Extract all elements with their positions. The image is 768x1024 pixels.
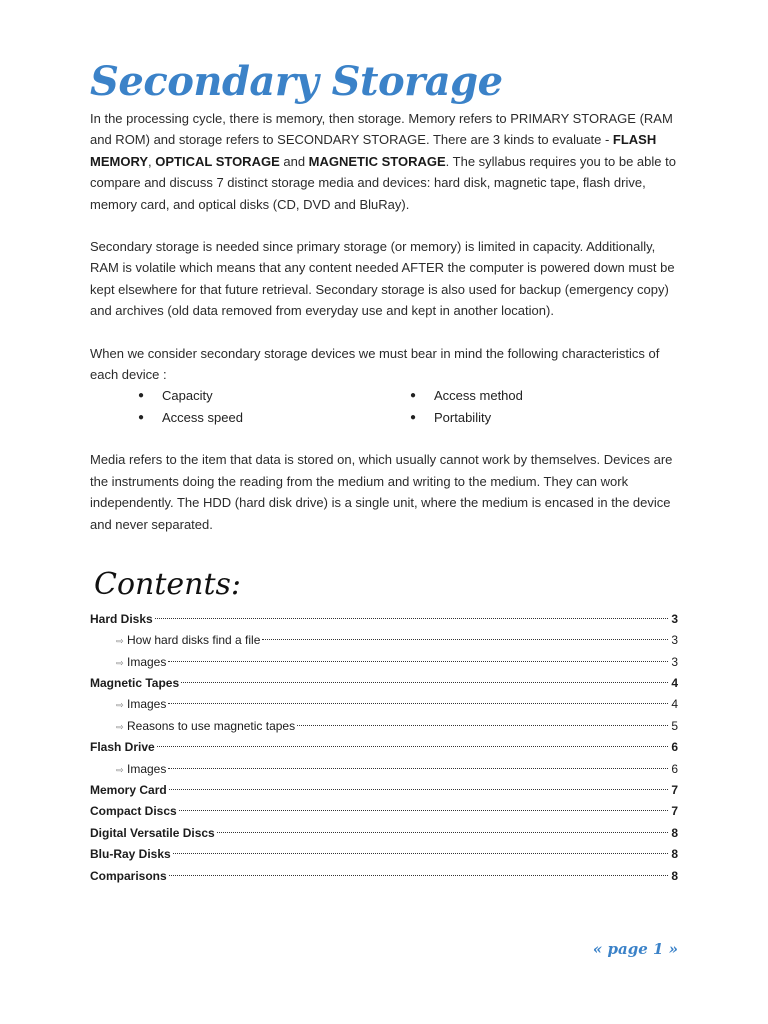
arrow-icon: ⇨ xyxy=(116,764,124,775)
toc-label: How hard disks find a file xyxy=(127,633,261,648)
bullet-label: Capacity xyxy=(162,388,213,404)
toc-label: Images xyxy=(127,697,167,712)
toc-leader xyxy=(168,703,668,704)
bullet-label: Access method xyxy=(434,388,523,404)
toc-page-number: 7 xyxy=(671,804,678,819)
magnetic-storage-term: MAGNETIC STORAGE xyxy=(308,153,446,169)
toc-label: Images xyxy=(127,761,167,776)
toc-leader xyxy=(173,853,668,854)
toc-entry-compact-discs[interactable] xyxy=(90,801,678,822)
toc-entry-memory-card[interactable] xyxy=(90,780,678,801)
toc-page-number: 6 xyxy=(671,761,678,776)
arrow-icon: ⇨ xyxy=(116,636,124,647)
toc-entry-images[interactable] xyxy=(90,652,678,673)
intro-comma: , xyxy=(148,153,156,169)
intro-text: In the processing cycle, there is memory, then storage. Memory refers to PRIMARY STORAGE (RAM and ROM) and storage refers to SECONDARY STORAGE. There are 3 kinds to evaluate - xyxy=(90,111,673,148)
arrow-icon: ⇨ xyxy=(116,657,124,668)
list-item xyxy=(138,385,410,406)
toc-leader xyxy=(181,682,668,683)
media-devices-paragraph: Media refers to the item that data is stored on, which usually cannot work by themselves. Devices are the instruments doing the reading from the medium and writing to the medium. They can work independently. The HDD (hard disk drive) is a single unit, where the medium is encased in the device and never separated. xyxy=(90,452,673,532)
characteristics-list xyxy=(90,385,680,428)
characteristics-paragraph: When we consider secondary storage devices we must bear in mind the following characteristics of each device : xyxy=(90,345,660,383)
toc-leader xyxy=(168,768,668,769)
toc-label: Compact Discs xyxy=(90,804,177,819)
bullet-label: Access speed xyxy=(162,409,243,425)
intro-paragraph xyxy=(90,108,680,215)
page-title: Secondary Storage xyxy=(90,58,503,105)
list-item xyxy=(410,385,682,406)
toc-label: Reasons to use magnetic tapes xyxy=(127,718,296,733)
toc-page-number: 6 xyxy=(671,740,678,755)
toc-entry-hard-disks[interactable] xyxy=(90,609,678,630)
toc-entry-dvd[interactable] xyxy=(90,823,678,844)
toc-leader xyxy=(179,810,668,811)
arrow-icon: ⇨ xyxy=(116,700,124,711)
toc-page-number: 5 xyxy=(671,718,678,733)
toc-page-number: 3 xyxy=(671,633,678,648)
bullet-label: Portability xyxy=(434,409,492,425)
toc-label: Blu-Ray Disks xyxy=(90,847,171,862)
page-number-footer: « page 1 » xyxy=(592,940,678,958)
contents-heading: Contents: xyxy=(94,566,242,602)
toc-leader xyxy=(217,832,668,833)
toc-entry-find-file[interactable] xyxy=(90,630,678,651)
bullet-icon: ● xyxy=(138,411,145,423)
toc-page-number: 3 xyxy=(671,654,678,669)
toc-leader xyxy=(168,661,668,662)
bullet-icon: ● xyxy=(410,390,417,402)
toc-page-number: 4 xyxy=(671,697,678,712)
toc-leader xyxy=(169,789,668,790)
toc-entry-images[interactable] xyxy=(90,759,678,780)
toc-leader xyxy=(297,725,668,726)
intro-and: and xyxy=(279,153,309,169)
toc-entry-reasons-tapes[interactable] xyxy=(90,716,678,737)
toc-page-number: 3 xyxy=(671,611,678,626)
toc-leader xyxy=(169,875,668,876)
toc-label: Hard Disks xyxy=(90,611,153,626)
bullet-icon: ● xyxy=(410,411,417,423)
toc-page-number: 7 xyxy=(671,783,678,798)
toc-leader xyxy=(155,618,668,619)
toc-label: Images xyxy=(127,654,167,669)
list-item xyxy=(410,407,682,428)
list-item xyxy=(138,407,410,428)
arrow-icon: ⇨ xyxy=(116,721,124,732)
toc-entry-magnetic-tapes[interactable] xyxy=(90,673,678,694)
toc-entry-blu-ray[interactable] xyxy=(90,844,678,865)
toc-page-number: 8 xyxy=(671,825,678,840)
toc-label: Digital Versatile Discs xyxy=(90,825,215,840)
toc-label: Memory Card xyxy=(90,783,167,798)
toc-entry-images[interactable] xyxy=(90,694,678,715)
flash-memory-term: FLASH MEMORY xyxy=(90,132,657,169)
toc-page-number: 4 xyxy=(671,676,678,691)
toc-label: Flash Drive xyxy=(90,740,155,755)
toc-label: Comparisons xyxy=(90,868,167,883)
secondary-storage-paragraph: Secondary storage is needed since primary storage (or memory) is limited in capacity. Additionally, RAM is volatile which means that any content needed AFTER the computer is powered down must be kept elsewhere for that future retrieval. Secondary storage is also used for backup (emergency copy) and archives (old data removed from everyday use and kept in another location). xyxy=(90,239,675,319)
toc-page-number: 8 xyxy=(671,868,678,883)
toc-leader xyxy=(262,639,668,640)
toc-page-number: 8 xyxy=(671,847,678,862)
table-of-contents xyxy=(90,609,678,887)
toc-entry-comparisons[interactable] xyxy=(90,866,678,887)
bullet-icon: ● xyxy=(138,390,145,402)
optical-storage-term: OPTICAL STORAGE xyxy=(155,153,280,169)
toc-label: Magnetic Tapes xyxy=(90,676,180,691)
intro-text-end: . The syllabus requires you to be able to compare and discuss 7 distinct storage media and devices: hard disk, magnetic tape, flash drive, memory card, and optical disks (CD, DVD and BluRay). xyxy=(90,153,676,212)
toc-entry-flash-drive[interactable] xyxy=(90,737,678,758)
document-page xyxy=(90,56,680,887)
toc-leader xyxy=(157,746,668,747)
